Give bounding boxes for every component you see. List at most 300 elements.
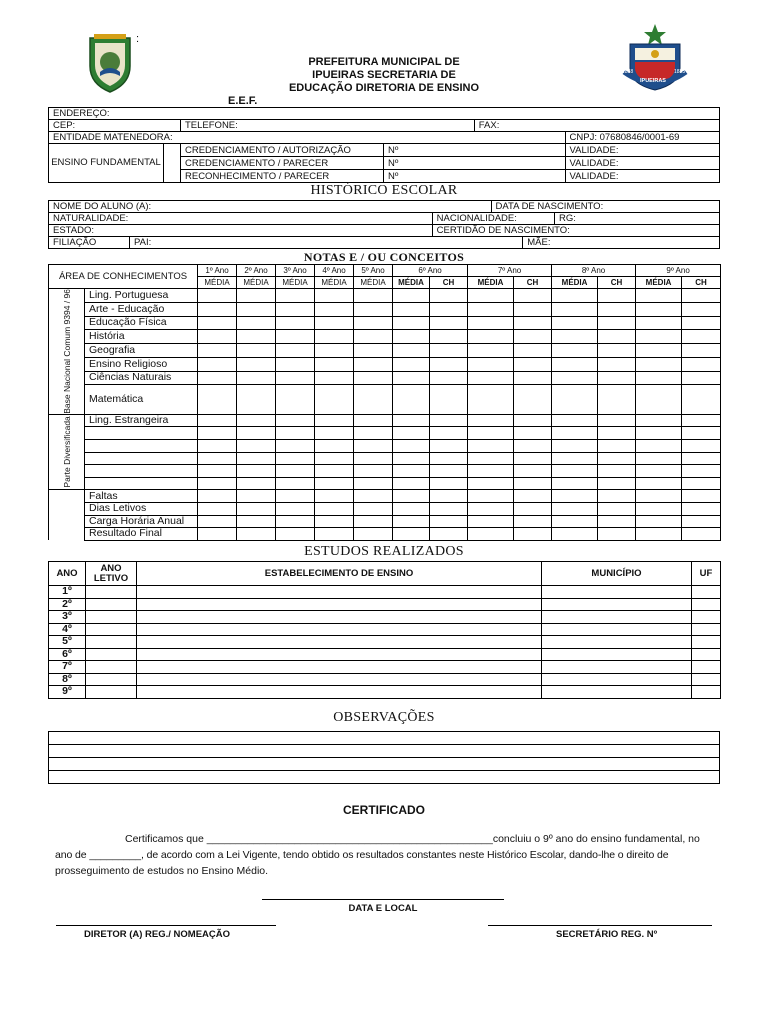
grade-cell[interactable] (354, 289, 393, 303)
grade-cell[interactable] (430, 490, 468, 503)
grade-cell[interactable] (276, 490, 315, 503)
grade-cell[interactable] (393, 502, 430, 515)
grade-cell[interactable] (682, 289, 721, 303)
ano-letivo-cell[interactable] (86, 648, 137, 661)
grade-cell[interactable] (276, 465, 315, 478)
grade-cell[interactable] (430, 502, 468, 515)
secretario-label: SECRETÁRIO REG. Nº (556, 929, 658, 940)
ano-letivo-cell[interactable] (86, 598, 137, 611)
municipio-cell[interactable] (542, 611, 692, 624)
grade-cell[interactable] (198, 528, 237, 541)
grade-cell[interactable] (315, 452, 354, 465)
grade-cell[interactable] (682, 344, 721, 358)
grade-cell[interactable] (198, 344, 237, 358)
grade-cell[interactable] (598, 414, 636, 427)
grade-cell[interactable] (552, 330, 598, 344)
grade-cell[interactable] (393, 427, 430, 440)
uf-cell[interactable] (692, 673, 721, 686)
grade-cell[interactable] (393, 385, 430, 415)
grade-cell[interactable] (198, 289, 237, 303)
grade-cell[interactable] (514, 502, 552, 515)
grade-cell[interactable] (198, 302, 237, 316)
grade-cell[interactable] (430, 427, 468, 440)
grade-cell[interactable] (276, 302, 315, 316)
grade-cell[interactable] (354, 452, 393, 465)
municipio-cell[interactable] (542, 636, 692, 649)
uf-cell[interactable] (692, 686, 721, 699)
grade-cell[interactable] (682, 465, 721, 478)
grade-cell[interactable] (430, 357, 468, 371)
grade-cell[interactable] (276, 357, 315, 371)
estado-cell: ESTADO: (49, 225, 433, 237)
grade-cell[interactable] (514, 371, 552, 385)
grade-cell[interactable] (430, 385, 468, 415)
grade-cell[interactable] (598, 385, 636, 415)
grade-cell[interactable] (315, 330, 354, 344)
grade-cell[interactable] (636, 502, 682, 515)
municipio-cell[interactable] (542, 586, 692, 599)
grade-cell[interactable] (354, 477, 393, 490)
ano-letivo-cell[interactable] (86, 686, 137, 699)
estabelecimento-cell[interactable] (137, 648, 542, 661)
grade-cell[interactable] (598, 427, 636, 440)
grade-cell[interactable] (682, 515, 721, 528)
estabelecimento-cell[interactable] (137, 623, 542, 636)
grade-cell[interactable] (636, 344, 682, 358)
grade-cell[interactable] (237, 427, 276, 440)
grade-cell[interactable] (198, 490, 237, 503)
certificado-title: CERTIFICADO (343, 803, 425, 817)
cert-name-blank[interactable]: _________________________________________________ (206, 833, 493, 845)
grade-cell[interactable] (354, 385, 393, 415)
grade-cell[interactable] (636, 465, 682, 478)
uf-cell[interactable] (692, 586, 721, 599)
grade-cell[interactable] (682, 330, 721, 344)
grade-cell[interactable] (276, 502, 315, 515)
grade-cell[interactable] (315, 427, 354, 440)
grade-cell[interactable] (237, 502, 276, 515)
col-uf: UF (692, 562, 721, 586)
grade-cell[interactable] (237, 477, 276, 490)
ano-letivo-cell[interactable] (86, 611, 137, 624)
grade-cell[interactable] (682, 371, 721, 385)
grade-cell[interactable] (315, 477, 354, 490)
grade-cell[interactable] (636, 330, 682, 344)
observation-line[interactable] (49, 745, 720, 758)
grade-cell[interactable] (276, 344, 315, 358)
grade-cell[interactable] (237, 528, 276, 541)
grade-cell[interactable] (393, 452, 430, 465)
grade-cell[interactable] (276, 316, 315, 330)
data-local-label: DATA E LOCAL (348, 903, 418, 914)
grade-cell[interactable] (237, 465, 276, 478)
grade-cell[interactable] (598, 528, 636, 541)
left-crest-logo (84, 32, 136, 94)
grade-cell[interactable] (468, 465, 514, 478)
grade-cell[interactable] (552, 515, 598, 528)
grade-cell[interactable] (636, 357, 682, 371)
grade-cell[interactable] (430, 414, 468, 427)
grade-cell[interactable] (636, 439, 682, 452)
estabelecimento-cell[interactable] (137, 598, 542, 611)
grade-cell[interactable] (552, 316, 598, 330)
grade-cell[interactable] (276, 371, 315, 385)
grade-cell[interactable] (552, 357, 598, 371)
grade-cell[interactable] (315, 502, 354, 515)
grade-cell[interactable] (514, 330, 552, 344)
grade-cell[interactable] (598, 515, 636, 528)
grade-cell[interactable] (598, 357, 636, 371)
estabelecimento-cell[interactable] (137, 636, 542, 649)
grade-cell[interactable] (354, 330, 393, 344)
grade-cell[interactable] (598, 316, 636, 330)
grade-cell[interactable] (198, 385, 237, 415)
grade-cell[interactable] (468, 316, 514, 330)
grade-cell[interactable] (237, 490, 276, 503)
grade-cell[interactable] (237, 385, 276, 415)
grade-cell[interactable] (430, 439, 468, 452)
municipio-cell[interactable] (542, 623, 692, 636)
grade-cell[interactable] (237, 452, 276, 465)
grade-cell[interactable] (598, 330, 636, 344)
grade-cell[interactable] (315, 344, 354, 358)
estabelecimento-cell[interactable] (137, 661, 542, 674)
uf-cell[interactable] (692, 611, 721, 624)
grade-cell[interactable] (237, 316, 276, 330)
grade-cell[interactable] (598, 289, 636, 303)
grade-cell[interactable] (598, 452, 636, 465)
subject-name: Matemática (85, 385, 198, 415)
grade-cell[interactable] (237, 371, 276, 385)
grade-cell[interactable] (682, 385, 721, 415)
grade-cell[interactable] (276, 439, 315, 452)
grade-cell[interactable] (514, 385, 552, 415)
observation-line[interactable] (49, 758, 720, 771)
grade-cell[interactable] (598, 477, 636, 490)
grade-cell[interactable] (237, 357, 276, 371)
grade-cell[interactable] (636, 289, 682, 303)
grade-cell[interactable] (198, 452, 237, 465)
grade-cell[interactable] (315, 465, 354, 478)
grade-cell[interactable] (354, 439, 393, 452)
area-header: ÁREA DE CONHECIMENTOS (49, 265, 198, 289)
grade-cell[interactable] (598, 490, 636, 503)
grade-cell[interactable] (552, 477, 598, 490)
grade-cell[interactable] (354, 357, 393, 371)
grade-cell[interactable] (393, 528, 430, 541)
grade-cell[interactable] (315, 528, 354, 541)
grade-cell[interactable] (468, 414, 514, 427)
grade-cell[interactable] (514, 439, 552, 452)
grade-cell[interactable] (315, 371, 354, 385)
grade-cell[interactable] (276, 515, 315, 528)
grade-cell[interactable] (552, 385, 598, 415)
grade-cell[interactable] (430, 515, 468, 528)
grade-cell[interactable] (468, 477, 514, 490)
grade-cell[interactable] (315, 302, 354, 316)
grade-cell[interactable] (552, 452, 598, 465)
grade-cell[interactable] (682, 439, 721, 452)
year-header: 6º Ano (393, 265, 468, 277)
grade-cell[interactable] (636, 427, 682, 440)
grade-cell[interactable] (315, 289, 354, 303)
grade-cell[interactable] (514, 289, 552, 303)
grade-cell[interactable] (430, 477, 468, 490)
grade-cell[interactable] (682, 427, 721, 440)
grade-cell[interactable] (514, 316, 552, 330)
grade-cell[interactable] (393, 316, 430, 330)
grade-cell[interactable] (598, 371, 636, 385)
grade-cell[interactable] (237, 439, 276, 452)
grade-cell[interactable] (598, 502, 636, 515)
observation-line[interactable] (49, 771, 720, 784)
grade-cell[interactable] (468, 302, 514, 316)
footer-row-label: Faltas (85, 490, 198, 503)
estabelecimento-cell[interactable] (137, 586, 542, 599)
grade-cell[interactable] (514, 465, 552, 478)
grade-cell[interactable] (468, 371, 514, 385)
grade-cell[interactable] (468, 515, 514, 528)
grade-cell[interactable] (552, 490, 598, 503)
grade-cell[interactable] (354, 344, 393, 358)
grade-cell[interactable] (237, 302, 276, 316)
year-header: 8º Ano (552, 265, 636, 277)
grade-cell[interactable] (636, 316, 682, 330)
ano-letivo-cell[interactable] (86, 673, 137, 686)
grade-cell[interactable] (514, 414, 552, 427)
grade-cell[interactable] (198, 439, 237, 452)
grade-cell[interactable] (468, 385, 514, 415)
grade-cell[interactable] (354, 371, 393, 385)
grade-cell[interactable] (682, 414, 721, 427)
ano-letivo-cell[interactable] (86, 586, 137, 599)
grade-cell[interactable] (514, 344, 552, 358)
grade-cell[interactable] (354, 490, 393, 503)
grade-cell[interactable] (598, 465, 636, 478)
grade-cell[interactable] (393, 289, 430, 303)
grade-cell[interactable] (354, 528, 393, 541)
ano-letivo-cell[interactable] (86, 661, 137, 674)
grade-cell[interactable] (315, 357, 354, 371)
grade-cell[interactable] (636, 371, 682, 385)
grade-cell[interactable] (393, 439, 430, 452)
grade-cell[interactable] (237, 515, 276, 528)
year-label: 7º (49, 661, 86, 674)
grade-cell[interactable] (354, 414, 393, 427)
grade-cell[interactable] (430, 330, 468, 344)
grade-cell[interactable] (552, 344, 598, 358)
grade-cell[interactable] (393, 515, 430, 528)
grade-cell[interactable] (237, 289, 276, 303)
grade-cell[interactable] (468, 528, 514, 541)
grade-cell[interactable] (636, 515, 682, 528)
grade-cell[interactable] (198, 515, 237, 528)
grade-cell[interactable] (198, 477, 237, 490)
notas-title: NOTAS E / OU CONCEITOS (303, 250, 465, 264)
grade-cell[interactable] (636, 452, 682, 465)
grade-cell[interactable] (514, 427, 552, 440)
grade-cell[interactable] (636, 490, 682, 503)
grade-cell[interactable] (514, 357, 552, 371)
grade-cell[interactable] (552, 414, 598, 427)
year-header: 9º Ano (636, 265, 721, 277)
grade-cell[interactable] (198, 414, 237, 427)
municipio-cell[interactable] (542, 661, 692, 674)
grade-cell[interactable] (354, 302, 393, 316)
grade-cell[interactable] (198, 427, 237, 440)
ano-letivo-cell[interactable] (86, 623, 137, 636)
estabelecimento-cell[interactable] (137, 673, 542, 686)
grade-cell[interactable] (682, 528, 721, 541)
grade-cell[interactable] (468, 289, 514, 303)
grade-cell[interactable] (276, 289, 315, 303)
naturalidade-cell: NATURALIDADE: (49, 213, 433, 225)
grade-cell[interactable] (430, 528, 468, 541)
observation-line[interactable] (49, 732, 720, 745)
grade-cell[interactable] (552, 465, 598, 478)
subject-name: Ensino Religioso (85, 357, 198, 371)
grade-cell[interactable] (468, 357, 514, 371)
grade-cell[interactable] (552, 289, 598, 303)
grade-cell[interactable] (315, 385, 354, 415)
info-row-num: Nº (384, 144, 566, 157)
grade-cell[interactable] (354, 427, 393, 440)
grade-cell[interactable] (315, 414, 354, 427)
diretor-label: DIRETOR (A) REG./ NOMEAÇÃO (84, 929, 231, 940)
grade-cell[interactable] (237, 414, 276, 427)
grade-cell[interactable] (315, 490, 354, 503)
grade-cell[interactable] (198, 465, 237, 478)
grade-cell[interactable] (514, 490, 552, 503)
grade-cell[interactable] (598, 344, 636, 358)
grade-cell[interactable] (468, 452, 514, 465)
grade-cell[interactable] (636, 385, 682, 415)
grade-cell[interactable] (430, 465, 468, 478)
municipio-cell[interactable] (542, 686, 692, 699)
uf-cell[interactable] (692, 648, 721, 661)
ensino-label: ENSINO FUNDAMENTAL (49, 144, 164, 183)
grade-cell[interactable] (430, 371, 468, 385)
grade-cell[interactable] (393, 357, 430, 371)
grade-cell[interactable] (636, 302, 682, 316)
grade-cell[interactable] (468, 427, 514, 440)
grade-cell[interactable] (468, 330, 514, 344)
grade-cell[interactable] (393, 465, 430, 478)
ch-col-header: CH (514, 277, 552, 289)
grade-cell[interactable] (354, 316, 393, 330)
grade-cell[interactable] (598, 302, 636, 316)
grade-cell[interactable] (430, 316, 468, 330)
grade-cell[interactable] (276, 528, 315, 541)
grade-cell[interactable] (393, 477, 430, 490)
right-logo-text: IPUEIRAS (640, 78, 666, 84)
grade-cell[interactable] (354, 515, 393, 528)
rg-cell: RG: (555, 213, 720, 225)
grade-cell[interactable] (393, 330, 430, 344)
grade-cell[interactable] (393, 490, 430, 503)
grade-cell[interactable] (198, 316, 237, 330)
grade-cell[interactable] (636, 477, 682, 490)
grade-cell[interactable] (393, 344, 430, 358)
grade-cell[interactable] (276, 414, 315, 427)
grade-cell[interactable] (354, 502, 393, 515)
estabelecimento-cell[interactable] (137, 611, 542, 624)
grade-cell[interactable] (430, 344, 468, 358)
uf-cell[interactable] (692, 661, 721, 674)
grade-cell[interactable] (276, 427, 315, 440)
parte-diversificada-label: Parte Diversificada (49, 414, 85, 490)
grade-cell[interactable] (393, 302, 430, 316)
grade-cell[interactable] (468, 439, 514, 452)
grade-cell[interactable] (430, 289, 468, 303)
grade-cell[interactable] (552, 371, 598, 385)
grade-cell[interactable] (552, 439, 598, 452)
grade-cell[interactable] (276, 452, 315, 465)
grade-cell[interactable] (682, 477, 721, 490)
grade-cell[interactable] (514, 452, 552, 465)
grade-cell[interactable] (237, 344, 276, 358)
grade-cell[interactable] (276, 477, 315, 490)
ano-letivo-cell[interactable] (86, 636, 137, 649)
grade-cell[interactable] (468, 344, 514, 358)
municipio-cell[interactable] (542, 648, 692, 661)
grade-cell[interactable] (514, 528, 552, 541)
grade-cell[interactable] (514, 477, 552, 490)
grade-cell[interactable] (393, 414, 430, 427)
grade-cell[interactable] (636, 528, 682, 541)
grade-cell[interactable] (430, 302, 468, 316)
grade-cell[interactable] (598, 439, 636, 452)
grade-cell[interactable] (682, 452, 721, 465)
grade-cell[interactable] (682, 502, 721, 515)
grade-cell[interactable] (354, 465, 393, 478)
grade-cell[interactable] (315, 515, 354, 528)
grade-cell[interactable] (552, 528, 598, 541)
historico-title: HISTÓRICO ESCOLAR (310, 183, 458, 198)
media-col-header: MÉDIA (315, 277, 354, 289)
municipio-cell[interactable] (542, 598, 692, 611)
grade-cell[interactable] (552, 427, 598, 440)
grade-cell[interactable] (682, 302, 721, 316)
grade-cell[interactable] (552, 502, 598, 515)
grade-cell[interactable] (276, 330, 315, 344)
grade-cell[interactable] (198, 502, 237, 515)
uf-cell[interactable] (692, 598, 721, 611)
uf-cell[interactable] (692, 623, 721, 636)
grade-cell[interactable] (276, 385, 315, 415)
grade-cell[interactable] (315, 316, 354, 330)
grade-cell[interactable] (198, 357, 237, 371)
estabelecimento-cell[interactable] (137, 686, 542, 699)
grade-cell[interactable] (682, 490, 721, 503)
grade-cell[interactable] (552, 302, 598, 316)
grade-cell[interactable] (198, 330, 237, 344)
uf-cell[interactable] (692, 636, 721, 649)
grade-cell[interactable] (430, 452, 468, 465)
grade-cell[interactable] (682, 316, 721, 330)
grade-cell[interactable] (468, 490, 514, 503)
municipio-cell[interactable] (542, 673, 692, 686)
grade-cell[interactable] (315, 439, 354, 452)
grade-cell[interactable] (393, 371, 430, 385)
grade-cell[interactable] (514, 302, 552, 316)
grade-cell[interactable] (468, 502, 514, 515)
grade-cell[interactable] (636, 414, 682, 427)
grade-cell[interactable] (682, 357, 721, 371)
grade-cell[interactable] (237, 330, 276, 344)
grade-cell[interactable] (198, 371, 237, 385)
grade-cell[interactable] (514, 515, 552, 528)
